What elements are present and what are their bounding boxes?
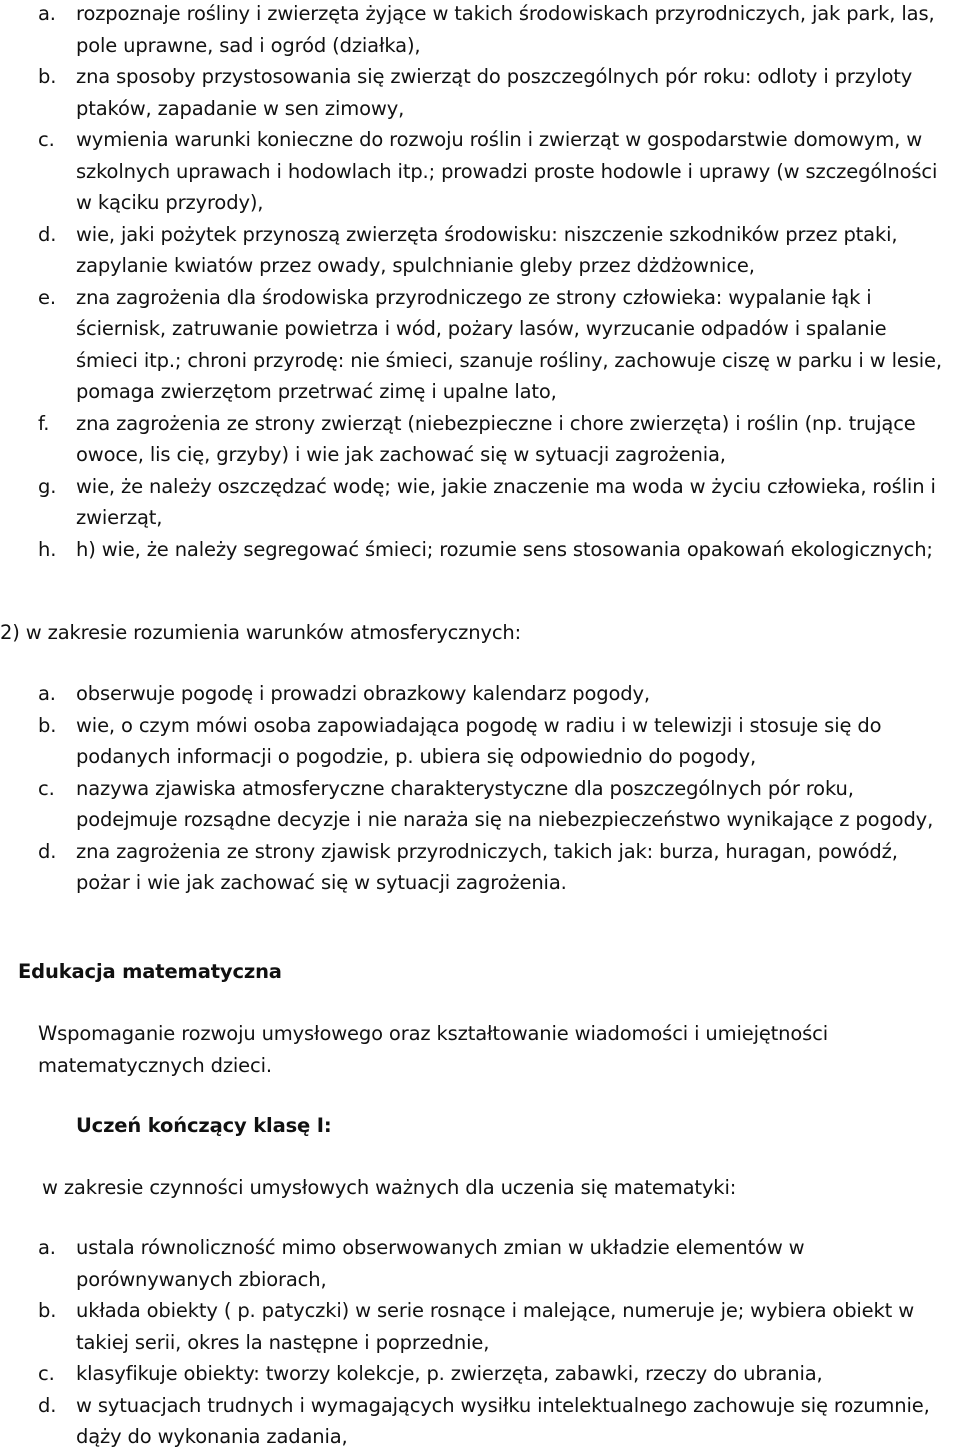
list-item bbox=[0, 678, 960, 710]
graduate-heading: Uczeń kończący klasę I: bbox=[76, 1114, 332, 1137]
list-item bbox=[0, 219, 960, 282]
list-item-text: ustala równoliczność mimo obserwowanych zmian w układzie elementów w porównywanych zbiorach, bbox=[76, 1236, 805, 1291]
list-marker: f. bbox=[38, 411, 50, 435]
weather-section-heading: 2) w zakresie rozumienia warunków atmosferycznych: bbox=[0, 621, 522, 644]
list-marker: d. bbox=[38, 1393, 57, 1417]
math-section-heading: Edukacja matematyczna bbox=[18, 960, 282, 983]
list-item-text: wie, że należy oszczędzać wodę; wie, jakie znaczenie ma woda w życiu człowieka, roślin i zwierząt, bbox=[76, 474, 936, 529]
list-item-text: układa obiekty ( p. patyczki) w serie rosnące i malejące, numeruje je; wybiera obiekt w takiej serii, okres la następne i poprzednie, bbox=[76, 1299, 915, 1354]
list-item bbox=[0, 471, 960, 534]
list-item-text: h) wie, że należy segregować śmieci; rozumie sens stosowania opakowań ekologicznych; bbox=[76, 537, 933, 561]
list-item bbox=[0, 408, 960, 471]
list-item-text: zna zagrożenia ze strony zwierząt (niebezpieczne i chore zwierzęta) i roślin (np. trujące owoce, lis cię, grzyby) i wie jak zachować się w sytuacji zagrożenia, bbox=[76, 411, 916, 466]
list-marker: h. bbox=[38, 537, 57, 561]
list-item-text: w sytuacjach trudnych i wymagających wysiłku intelektualnego zachowuje się rozumnie, dąży do wykonania zadania, bbox=[76, 1393, 930, 1448]
list-marker: b. bbox=[38, 1299, 57, 1322]
list-item bbox=[0, 773, 960, 836]
list-item bbox=[0, 710, 960, 773]
skills-heading: w zakresie czynności umysłowych ważnych dla uczenia się matematyki: bbox=[42, 1176, 737, 1199]
list-marker: c. bbox=[38, 776, 55, 800]
list-item-text: zna zagrożenia ze strony zjawisk przyrodniczych, takich jak: burza, huragan, powódź, pożar i wie jak zachować się w sytuacji zagrożenia. bbox=[76, 839, 898, 894]
list-item bbox=[0, 124, 960, 219]
list-item-text: rozpoznaje rośliny i zwierzęta żyjące w takich środowiskach przyrodniczych, jak park, las, pole uprawne, sad i ogród (działka), bbox=[76, 2, 935, 57]
list-marker: a. bbox=[38, 682, 56, 705]
list-item bbox=[0, 1358, 960, 1390]
list-item-text: wie, jaki pożytek przynoszą zwierzęta środowisku: niszczenie szkodników przez ptaki, zapylanie kwiatów przez owady, spulchnianie gleby przez dżdżownice, bbox=[76, 222, 898, 277]
list-item-text: nazywa zjawiska atmosferyczne charakterystyczne dla poszczególnych pór roku, podejmuje rozsądne decyzje i nie naraża się na niebezpieczeństwo wynikające z pogody, bbox=[76, 776, 934, 831]
list-item bbox=[0, 1295, 960, 1358]
list-item-text: zna zagrożenia dla środowiska przyrodniczego ze strony człowieka: wypalanie łąk i ściernisk, zatruwanie powietrza i wód, pożary lasów, wyrzucanie odpadów i spalanie śmieci itp.; chroni przyrodę: nie śmieci, szanuje rośliny, zachowuje ciszę w parku i w lesie, pomaga zwierzętom przetrwać zimę i upalne lato, bbox=[76, 285, 942, 403]
list-marker: a. bbox=[38, 2, 56, 25]
list-marker: a. bbox=[38, 1236, 56, 1259]
list-item bbox=[0, 1232, 960, 1295]
list-item bbox=[0, 534, 960, 566]
list-item bbox=[0, 61, 960, 124]
list-item bbox=[0, 836, 960, 899]
list-item-text: wymienia warunki konieczne do rozwoju roślin i zwierząt w gospodarstwie domowym, w szkolnych uprawach i hodowlach itp.; prowadzi proste hodowle i uprawy (w szczególności w kąciku przyrody), bbox=[76, 128, 938, 214]
list-item-text: obserwuje pogodę i prowadzi obrazkowy kalendarz pogody, bbox=[76, 682, 650, 705]
list-marker: c. bbox=[38, 128, 55, 151]
list-marker: d. bbox=[38, 222, 57, 246]
list-marker: g. bbox=[38, 474, 57, 498]
math-intro-paragraph: Wspomaganie rozwoju umysłowego oraz kształtowanie wiadomości i umiejętności matematycznych dzieci. bbox=[38, 1022, 829, 1077]
weather-list bbox=[0, 678, 960, 899]
list-item bbox=[0, 282, 960, 408]
math-skills-list bbox=[0, 1232, 960, 1453]
list-marker: c. bbox=[38, 1362, 55, 1385]
list-item bbox=[0, 1390, 960, 1453]
nature-list bbox=[0, 0, 960, 565]
list-item bbox=[0, 0, 960, 61]
list-marker: e. bbox=[38, 285, 56, 309]
list-item-text: wie, o czym mówi osoba zapowiadająca pogodę w radiu i w telewizji i stosuje się do podanych informacji o pogodzie, p. ubiera się odpowiednio do pogody, bbox=[76, 713, 882, 768]
list-marker: d. bbox=[38, 839, 57, 863]
list-item-text: zna sposoby przystosowania się zwierząt do poszczególnych pór roku: odloty i przyloty ptaków, zapadanie w sen zimowy, bbox=[76, 65, 913, 120]
list-item-text: klasyfikuje obiekty: tworzy kolekcje, p. zwierzęta, zabawki, rzeczy do ubrania, bbox=[76, 1362, 823, 1385]
list-marker: b. bbox=[38, 713, 57, 737]
list-marker: b. bbox=[38, 65, 57, 88]
